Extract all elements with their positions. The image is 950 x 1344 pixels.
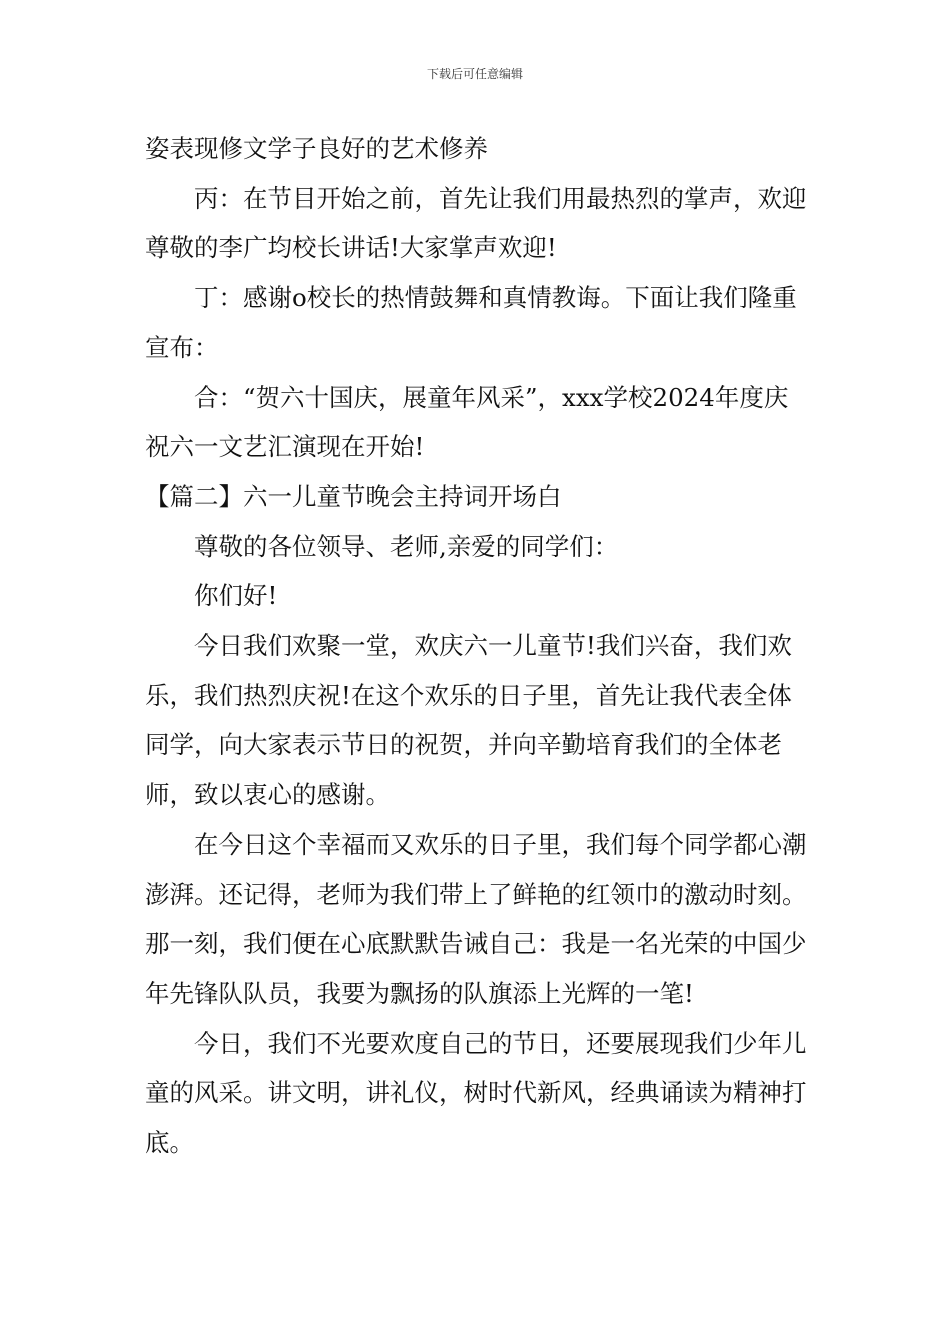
header-note: 下载后可任意编辑 — [426, 67, 523, 81]
paragraph-2: 丙：在节目开始之前，首先让我们用最热烈的掌声，欢迎尊敬的李广均校长讲话!大家掌声欢迎! — [145, 183, 807, 263]
paragraph-7: 今日，我们不光要欢度自己的节日，还要展现我们少年儿童的风采。讲文明，讲礼仪，树时代新风，经典诵读为精神打底。 — [145, 1028, 807, 1158]
section-heading: 【篇二】六一儿童节晚会主持词开场白 — [145, 481, 562, 511]
paragraph-4: 合：“贺六十国庆，展童年风采”，xxx学校2024年度庆祝六一文艺汇演现在开始! — [145, 382, 789, 462]
paragraph-1: 姿表现修文学子良好的艺术修养 — [145, 134, 488, 163]
paragraph-hello: 你们好! — [194, 581, 278, 611]
paragraph-greeting: 尊敬的各位领导、老师,亲爱的同学们： — [194, 531, 619, 561]
paragraph-3: 丁：感谢o校长的热情鼓舞和真情教诲。下面让我们隆重宣布： — [145, 283, 797, 362]
paragraph-6: 在今日这个幸福而又欢乐的日子里，我们每个同学都心潮澎湃。还记得，老师为我们带上了鲜艳的红领巾的激动时刻。那一刻，我们便在心底默默告诫自己：我是一名光荣的中国少年先锋队队员，我要为飘扬的队旗添上光辉的一笔! — [145, 829, 807, 1008]
document-body — [145, 124, 810, 1168]
paragraph-5: 今日我们欢聚一堂，欢庆六一儿童节!我们兴奋，我们欢乐，我们热烈庆祝!在这个欢乐的日子里，首先让我代表全体同学，向大家表示节日的祝贺，并向辛勤培育我们的全体老师，致以衷心的感谢。 — [145, 631, 792, 810]
